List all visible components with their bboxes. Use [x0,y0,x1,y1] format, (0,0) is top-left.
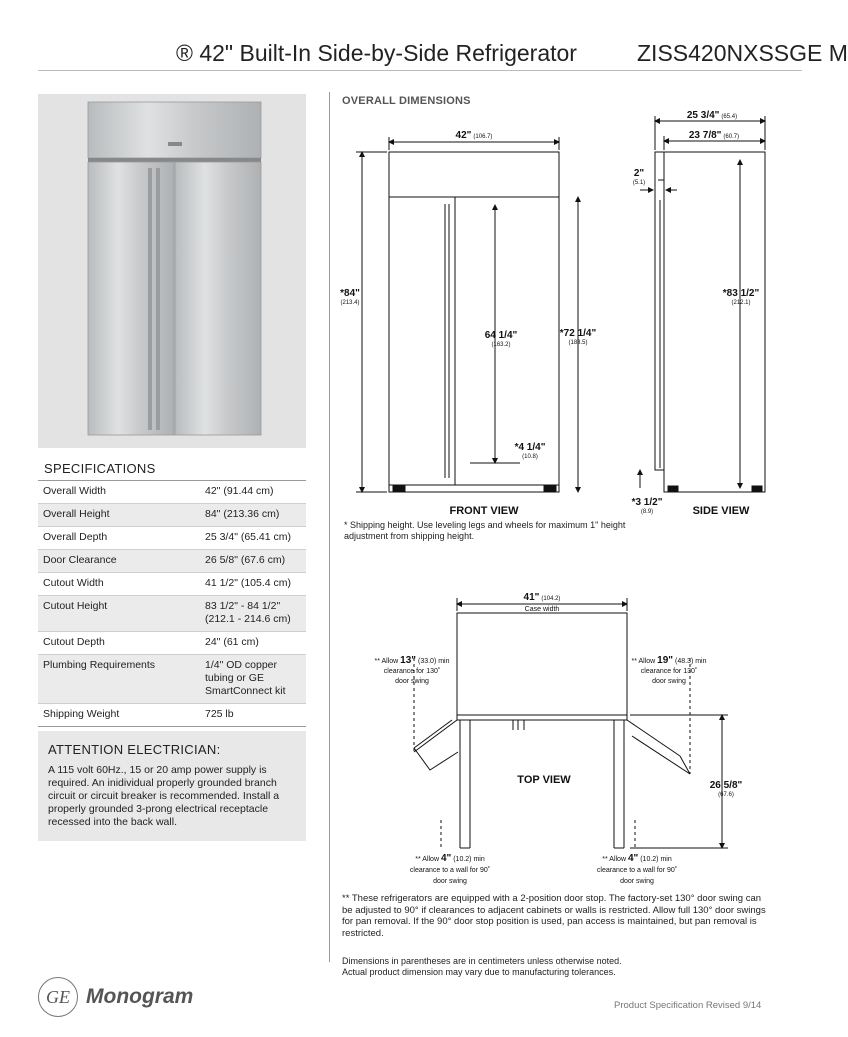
side-height-cm: (212.1) [731,300,751,306]
top-view-diagram [414,598,728,848]
front-view-diagram [356,137,578,492]
table-row: Plumbing Requirements 1/4" OD copper tubing or GE SmartConnect kit [38,655,306,704]
left-clearance-note-3: door swing [395,678,429,685]
brand-logo [38,977,198,1021]
right-clearance-note-3: door swing [652,678,686,685]
side-height-label: *83 1/2" [722,288,760,299]
side-bottom-label: *3 1/2" [631,497,663,508]
page-title: ® 42" Built-In Side-by-Side Refrigerator [176,40,577,66]
front-height-cm: (213.4) [340,300,360,306]
dimension-note [342,956,782,978]
bottom-left-clearance-note-3: door swing [433,878,467,885]
revision-note: Product Specification Revised 9/14 [614,1000,762,1011]
front-bottom-cm: (10.8) [522,454,538,460]
model-number: ZISS420NXSSGE M [637,40,848,66]
bottom-left-clearance-note: ** Allow 4" (10.2) min [415,853,485,864]
side-door-cm: (5.1) [632,180,646,186]
table-row: Cutout Height 83 1/2" - 84 1/2" (212.1 - 214.6 cm) [38,596,306,632]
electrician-text: A 115 volt 60Hz., 15 or 20 amp power supply is required. An inidividual properly grounded branch circuit or circuit breaker is recommended. Install a properly grounded 3-prong electrical receptacle recessed into the back wall. [48,764,280,828]
overall-dimensions-title: OVERALL DIMENSIONS [342,95,471,107]
right-clearance-note: ** Allow 19" (48.3) min [631,655,707,666]
ge-logo-icon: GE [38,977,78,1017]
table-row: Overall Height 84" (213.36 cm) [38,504,306,527]
shipping-height-note: * Shipping height. Use leveling legs and wheels for maximum 1" height adjustment from shipping height. [344,520,626,541]
side-depth-label: 25 3/4" (65.4) [686,110,738,121]
front-bottom-label: *4 1/4" [514,442,546,453]
brand-name: Monogram [86,985,194,1008]
dimension-note-line-1: Dimensions in parentheses are in centimeters unless otherwise noted. [342,956,622,966]
table-row: Shipping Weight 725 lb [38,704,306,727]
front-ship-label: *72 1/4" [559,328,597,339]
left-clearance-note-2: clearance for 130˚ [383,668,441,675]
table-row: Door Clearance 26 5/8" (67.6 cm) [38,550,306,573]
side-view-label: SIDE VIEW [692,505,750,517]
electrician-title: ATTENTION ELECTRICIAN: [48,742,221,757]
door-clearance-label: 26 5/8" [709,780,743,791]
side-case-depth-label: 23 7/8" (60.7) [688,130,740,141]
table-row: Cutout Width 41 1/2" (105.4 cm) [38,573,306,596]
top-view-label: TOP VIEW [517,774,571,786]
right-clearance-note-2: clearance for 130˚ [640,668,698,675]
front-width-label: 42" (106.7) [455,130,493,141]
specifications-title: SPECIFICATIONS [44,461,156,476]
side-door-label: 2" [633,168,645,179]
top-case-width-caption: Case width [524,606,560,613]
left-clearance-note: ** Allow 13" (33.0) min [374,655,450,666]
table-row: Overall Depth 25 3/4" (65.41 cm) [38,527,306,550]
table-row: Cutout Depth 24" (61 cm) [38,632,306,655]
bottom-right-clearance-note-3: door swing [620,878,654,885]
front-door-cm: (163.2) [491,342,511,348]
dimension-note-line-2: Actual product dimension may vary due to manufacturing tolerances. [342,967,616,977]
bottom-right-clearance-note: ** Allow 4" (10.2) min [602,853,672,864]
door-stop-note: ** These refrigerators are equipped with a 2-position door stop. The factory-set 130° door swing can be adjusted to 90° if clearances to adjacent cabinets or walls is restricted. Allow full 130° door swings for pan removal. If the 90° door stop position is used, pan access is maintained, but pan removal is restricted. [342,893,766,939]
table-row: Overall Width 42" (91.44 cm) [38,481,306,504]
door-clearance-cm: (67.6) [718,792,734,798]
front-view-label: FRONT VIEW [449,505,519,517]
side-bottom-cm: (8.9) [640,509,654,515]
front-door-label: 64 1/4" [484,330,518,341]
bottom-left-clearance-note-2: clearance to a wall for 90˚ [409,867,491,874]
front-height-label: *84" [340,288,360,299]
bottom-right-clearance-note-2: clearance to a wall for 90˚ [596,867,678,874]
top-case-width-label: 41" (104.2) [523,592,561,603]
front-ship-cm: (183.5) [568,340,588,346]
